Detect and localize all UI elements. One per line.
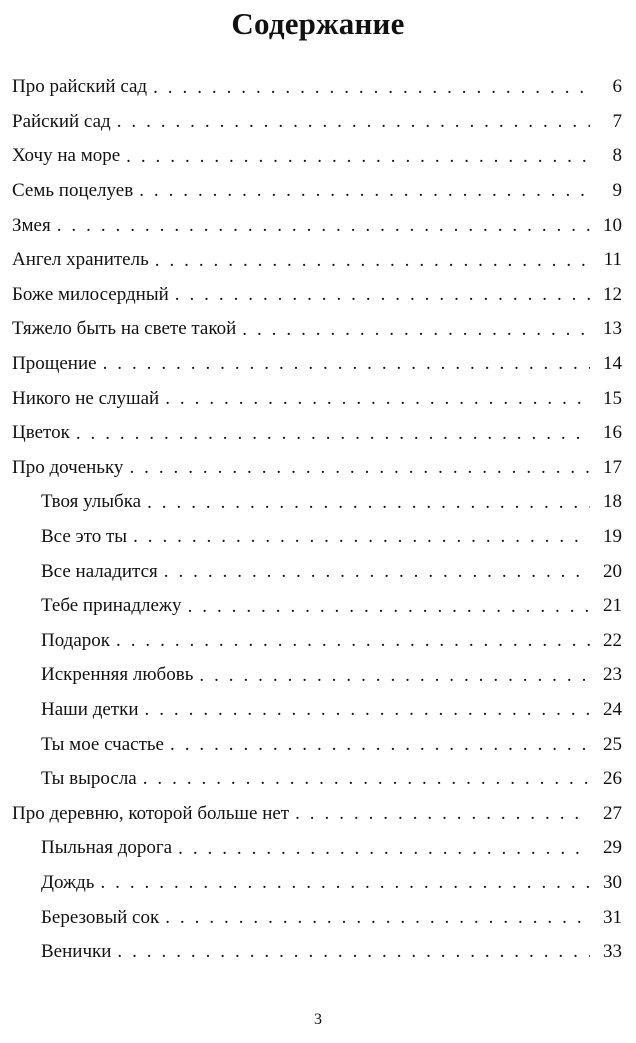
- dot-leader: [139, 180, 590, 202]
- toc-entry: [0, 105, 636, 140]
- dot-leader: [76, 423, 590, 445]
- toc-entry-page: 30: [603, 871, 622, 893]
- toc-entry-page: 21: [603, 595, 622, 617]
- toc-entry-page: 9: [612, 180, 622, 202]
- dot-leader: [164, 561, 590, 583]
- toc-entry-title: Искренняя любовь: [41, 664, 194, 686]
- toc-entry-title: Хочу на море: [12, 145, 121, 167]
- dot-leader: [155, 250, 590, 272]
- toc-entry-page: 23: [603, 664, 622, 686]
- toc-entry: [0, 416, 636, 451]
- dot-leader: [129, 457, 590, 479]
- dot-leader: [165, 388, 590, 410]
- toc-entry-title: Боже милосердный: [12, 283, 169, 305]
- toc-entry: [0, 727, 636, 762]
- dot-leader: [178, 838, 590, 860]
- toc-entry: [0, 589, 636, 624]
- toc-entry: [0, 347, 636, 382]
- toc-entry-page: 19: [603, 526, 622, 548]
- toc-entry-title: Про деревню, которой больше нет: [12, 802, 290, 824]
- toc-entry-title: Все наладится: [41, 560, 158, 582]
- dot-leader: [100, 872, 590, 894]
- dot-leader: [145, 699, 590, 721]
- toc-entry: [0, 831, 636, 866]
- toc-entry-title: Змея: [12, 214, 51, 236]
- toc-entry-title: Цветок: [12, 422, 70, 444]
- toc-entry-title: Ты мое счастье: [41, 733, 164, 755]
- dot-leader: [175, 284, 590, 306]
- toc-entry-page: 17: [603, 456, 622, 478]
- toc-entry-title: Дождь: [41, 871, 95, 893]
- toc-entry: [0, 900, 636, 935]
- toc-entry-page: 26: [603, 768, 622, 790]
- toc-entry: [0, 208, 636, 243]
- page-number: 3: [314, 1011, 322, 1028]
- toc-entry: [0, 451, 636, 486]
- toc-entry-page: 11: [603, 249, 622, 271]
- dot-leader: [133, 526, 590, 548]
- toc-entry: [0, 174, 636, 209]
- toc-entry-title: Семь поцелуев: [12, 180, 134, 202]
- dot-leader: [242, 319, 590, 341]
- table-of-contents: [0, 70, 636, 969]
- page-title: Содержание: [231, 6, 405, 41]
- toc-entry-page: 10: [603, 214, 622, 236]
- toc-entry-page: 13: [603, 318, 622, 340]
- toc-entry-title: Твоя улыбка: [41, 491, 142, 513]
- toc-entry-page: 15: [603, 387, 622, 409]
- toc-entry-page: 6: [612, 76, 622, 98]
- toc-entry-page: 18: [603, 491, 622, 513]
- dot-leader: [170, 734, 590, 756]
- toc-entry-page: 25: [603, 733, 622, 755]
- toc-entry: [0, 762, 636, 797]
- toc-entry-title: Ангел хранитель: [12, 249, 149, 271]
- toc-entry-page: 12: [603, 283, 622, 305]
- dot-leader: [117, 111, 590, 133]
- dot-leader: [199, 665, 590, 687]
- toc-entry-title: Подарок: [41, 629, 111, 651]
- dot-leader: [165, 907, 590, 929]
- toc-entry-page: 24: [603, 698, 622, 720]
- toc-entry: [0, 624, 636, 659]
- dot-leader: [103, 353, 590, 375]
- dot-leader: [153, 77, 590, 99]
- toc-entry-page: 20: [603, 560, 622, 582]
- toc-entry-title: Тяжело быть на свете такой: [12, 318, 237, 340]
- toc-entry: [0, 520, 636, 555]
- dot-leader: [126, 146, 590, 168]
- toc-entry-page: 31: [603, 906, 622, 928]
- toc-entry: [0, 243, 636, 278]
- toc-entry-title: Венички: [41, 941, 112, 963]
- toc-entry: [0, 70, 636, 105]
- toc-entry-page: 16: [603, 422, 622, 444]
- toc-entry-title: Райский сад: [12, 110, 111, 132]
- toc-entry: [0, 796, 636, 831]
- toc-entry-title: Все это ты: [41, 526, 128, 548]
- toc-entry-title: Наши детки: [41, 698, 139, 720]
- dot-leader: [147, 492, 590, 514]
- dot-leader: [188, 596, 590, 618]
- toc-entry: [0, 554, 636, 589]
- toc-entry-page: 7: [612, 110, 622, 132]
- toc-entry: [0, 381, 636, 416]
- toc-entry: [0, 312, 636, 347]
- toc-entry-page: 14: [603, 353, 622, 375]
- dot-leader: [295, 803, 590, 825]
- toc-entry: [0, 693, 636, 728]
- toc-entry-title: Прощение: [12, 353, 97, 375]
- toc-entry-page: 29: [603, 837, 622, 859]
- toc-entry: [0, 866, 636, 901]
- toc-entry-page: 8: [612, 145, 622, 167]
- dot-leader: [143, 768, 590, 790]
- toc-entry-page: 27: [603, 802, 622, 824]
- toc-entry-title: Тебе принадлежу: [41, 595, 182, 617]
- toc-entry: [0, 485, 636, 520]
- toc-entry: [0, 658, 636, 693]
- dot-leader: [116, 630, 590, 652]
- toc-entry-title: Ты выросла: [41, 768, 137, 790]
- toc-entry: [0, 139, 636, 174]
- dot-leader: [117, 941, 590, 963]
- toc-entry-page: 33: [603, 941, 622, 963]
- toc-entry-page: 22: [603, 629, 622, 651]
- toc-entry-title: Пыльная дорога: [41, 837, 173, 859]
- toc-entry-title: Про райский сад: [12, 76, 148, 98]
- toc-entry-title: Березовый сок: [41, 906, 160, 928]
- toc-entry-title: Никого не слушай: [12, 387, 160, 409]
- toc-entry: [0, 278, 636, 313]
- toc-entry: [0, 935, 636, 970]
- dot-leader: [57, 215, 590, 237]
- toc-entry-title: Про доченьку: [12, 456, 124, 478]
